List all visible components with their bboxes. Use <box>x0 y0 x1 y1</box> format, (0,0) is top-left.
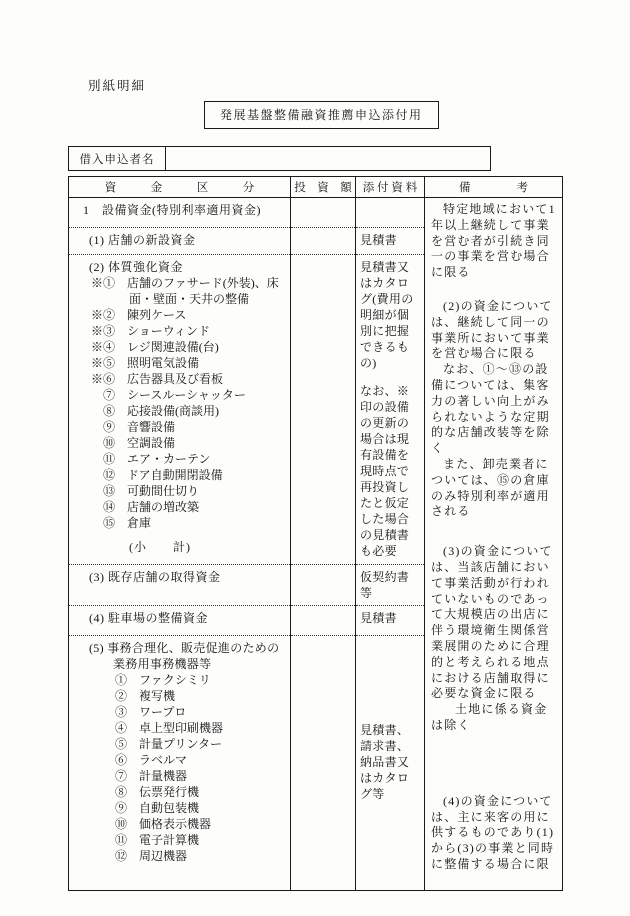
list-item: ① ファクシミリ <box>115 673 211 687</box>
list-item: ※⑥ 広告器具及び看板 <box>91 372 224 386</box>
amount-cell <box>291 198 356 228</box>
list-item: ※② 陳列ケース <box>91 308 187 322</box>
list-item: ⑭ 店舗の増改築 <box>91 500 200 514</box>
applicant-name-row <box>68 146 491 171</box>
document-text: 仮契約書等 <box>360 570 410 600</box>
amount-cell <box>291 228 356 255</box>
list-item: ⑧ 応接設備(商談用) <box>91 404 219 418</box>
table-row <box>69 198 563 228</box>
remarks-paragraph: また、卸売業者については、⑮の倉庫のみ特別利率が適用される <box>431 456 550 519</box>
list-item: ⑩ 空調設備 <box>91 436 176 450</box>
list-item: ※⑤ 照明電気設備 <box>91 356 200 370</box>
list-item: ※① 店舗のファサード(外装)、床面・壁面・天井の整備 <box>91 276 279 306</box>
documents-cell <box>356 606 425 636</box>
list-item: ⑨ 音響設備 <box>91 420 176 434</box>
document-text: 見積書又はカタログ(費用の明細が個別に把握できるもの) <box>360 260 414 370</box>
document-text: なお、※印の設備の更新の場合は現有設備を現時点で再投資したと仮定した場合の見積書も必要 <box>360 384 410 558</box>
form-title: 発展基盤整備融資推薦申込添付用 <box>204 101 439 129</box>
subsection-title: (5) 事務合理化、販売促進のための業務用事務機器等 <box>89 641 280 671</box>
list-item: ⑥ ラベルマ <box>115 753 188 767</box>
subsection-title: (1) 店舗の新設資金 <box>89 233 196 247</box>
category-cell <box>69 565 291 606</box>
remarks-cell <box>425 198 563 891</box>
remarks-paragraph: 特定地域において1年以上継続して事業を営む者が引続き同一の事業を営む場合に限る <box>431 202 556 280</box>
documents-cell <box>356 228 425 255</box>
subsection-title: (2) 体質強化資金 <box>89 260 183 274</box>
list-item: ⑦ 計量機器 <box>115 769 188 783</box>
category-cell <box>69 606 291 636</box>
remarks-paragraph: (2)の資金については、継続して同一の事業所において事業を営む場合に限る <box>431 298 553 361</box>
list-item: ※③ ショーウィンド <box>91 324 211 338</box>
header-amount: 投 資 額 <box>291 177 356 198</box>
list-item: ⑪ 電子計算機 <box>115 833 200 847</box>
list-item: ④ 卓上型印刷機器 <box>115 721 224 735</box>
documents-cell <box>356 636 425 891</box>
list-item: ⑪ エア・カーテン <box>91 452 211 466</box>
remarks-paragraph: 土地に係る資金は除く <box>431 702 548 732</box>
category-cell <box>69 228 291 255</box>
document-text: 見積書 <box>360 611 397 625</box>
amount-cell <box>291 636 356 891</box>
document-text: 見積書 <box>360 233 397 247</box>
list-item: ⑫ 周辺機器 <box>115 849 188 863</box>
list-item: ⑫ ドア自動開閉設備 <box>91 468 223 482</box>
category-cell <box>69 198 291 228</box>
documents-cell <box>356 255 425 565</box>
list-item: ③ ワープロ <box>115 705 187 719</box>
list-item: ② 複写機 <box>115 689 176 703</box>
documents-cell <box>356 565 425 606</box>
amount-cell <box>291 606 356 636</box>
section-title: 1 設備資金(特別利率適用資金) <box>83 203 261 217</box>
list-item: ⑨ 自動包装機 <box>115 801 200 815</box>
main-table <box>68 176 563 891</box>
list-item: ⑦ シースルーシャッター <box>91 388 246 402</box>
amount-cell <box>291 565 356 606</box>
table-header-row <box>69 177 563 198</box>
remarks-paragraph: なお、①〜⑬の設備については、集客力の著しい向上がみられないような定期的な店舗改装等を除く <box>431 362 550 456</box>
list-item: ⑮ 倉庫 <box>91 516 152 530</box>
document-text: 見積書、請求書、納品書又はカタログ等 <box>360 723 410 801</box>
category-cell <box>69 636 291 891</box>
documents-cell <box>356 198 425 228</box>
category-cell <box>69 255 291 565</box>
applicant-name-field[interactable] <box>166 147 490 170</box>
list-item: ⑧ 伝票発行機 <box>115 785 200 799</box>
header-category: 資 金 区 分 <box>69 177 291 198</box>
applicant-name-label: 借入申込者名 <box>69 147 166 170</box>
header-remarks: 備 考 <box>425 177 563 198</box>
subsection-title: (4) 駐車場の整備資金 <box>89 611 208 625</box>
header-documents: 添 付 資 料 <box>356 177 425 198</box>
list-item: ⑬ 可動間仕切り <box>91 484 200 498</box>
remarks-paragraph: (4)の資金については、主に来客の用に供するものであり(1)から(3)の事業と同時に整備する場合に限 <box>431 793 555 871</box>
remarks-paragraph: (3)の資金については、当該店舗において事業活動が行われていないものであって大規模店の出店に伴う環境衛生関係営業展開のために合理的と考えられる地点における店舗取得に必要な資金に限る <box>431 544 553 701</box>
list-item: ⑩ 価格表示機器 <box>115 817 212 831</box>
equipment-list <box>91 275 286 531</box>
corner-note: 別紙明細 <box>88 79 147 93</box>
subtotal-label: (小 計) <box>129 540 191 554</box>
list-item: ※④ レジ関連設備(台) <box>91 340 219 354</box>
office-equipment-list <box>115 672 286 864</box>
list-item: ⑤ 計量プリンター <box>115 737 223 751</box>
amount-cell <box>291 255 356 565</box>
subsection-title: (3) 既存店舗の取得資金 <box>89 570 221 584</box>
